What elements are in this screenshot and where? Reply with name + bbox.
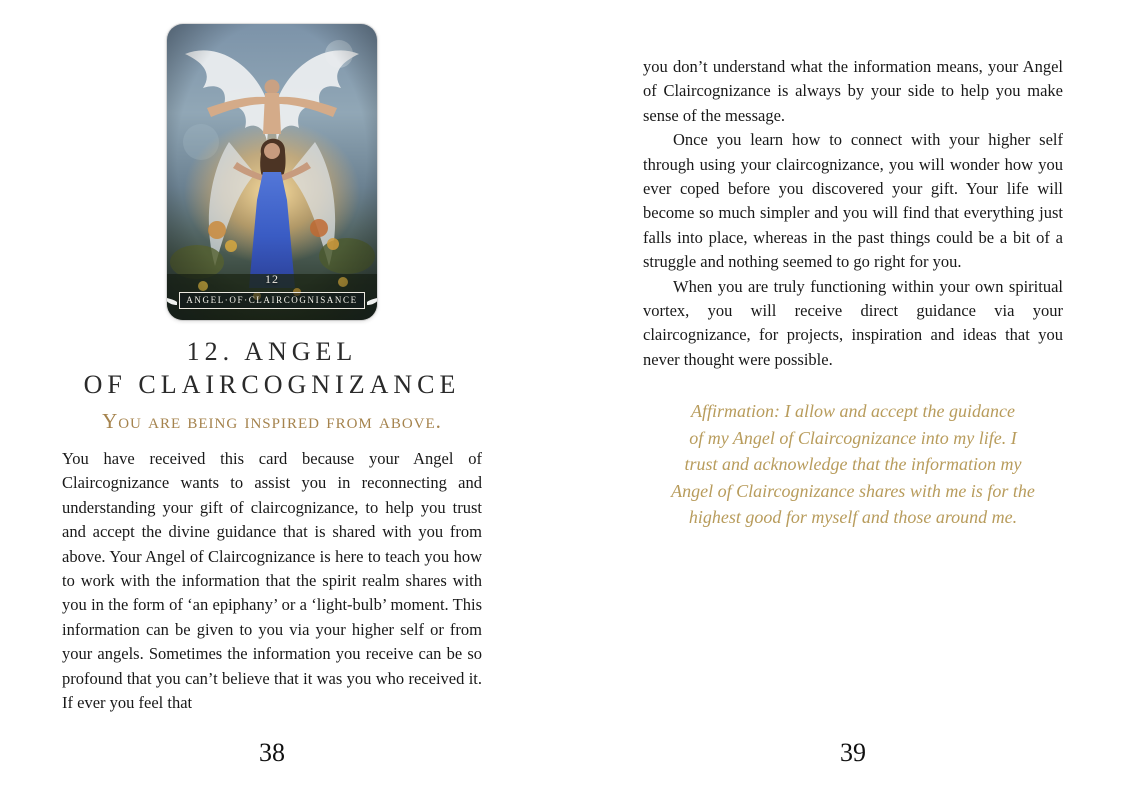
page-number-right: 39 [840, 738, 866, 767]
body-paragraph: You have received this card because your Angel of Claircognizance wants to assist you in reconnecting and understanding your gift of claircognizance, to help you trust and accept the divine guidance that is shared with you from above. Your Angel of Claircognizance is here to teach you how to work with the information that the spirit realm shares with you in the form of ‘an epiphany’ or a ‘light-bulb’ moment. This information can be given to you via your higher self or from your angels. Sometimes the information you receive can be so profound that you can’t believe that it was you who received it. If ever you feel that [62, 449, 482, 713]
body-paragraph: you don’t understand what the information means, your Angel of Claircognizance is always by your side to help you make sense of the message. [643, 57, 1063, 125]
affirmation-block [643, 398, 1063, 530]
affirmation-line: Affirmation: I allow and accept the guidance [691, 401, 1015, 422]
affirmation-line: trust and acknowledge that the information my [684, 454, 1022, 475]
chapter-title [62, 335, 482, 401]
page-left [62, 0, 482, 799]
wing-ornament-left-icon [167, 296, 177, 306]
chapter-title-line1: 12. ANGEL [186, 337, 358, 366]
oracle-card [167, 24, 377, 320]
body-paragraph: Once you learn how to connect with your higher self through using your claircognizance, you will wonder how you ever coped before you discovered your gift. Your life will become so much simpler and you will find that everything just falls into place, whereas in the past things could be a bit of a struggle and nothing seemed to go right for you. [643, 130, 1063, 272]
chapter-title-line2: OF CLAIRCOGNIZANCE [83, 370, 461, 399]
chapter-subtitle: You are being inspired from above. [102, 409, 442, 433]
card-title-banner: ANGEL·OF·CLAIRCOGNISANCE [179, 292, 364, 309]
wing-ornament-right-icon [367, 296, 377, 306]
page-number-left: 38 [259, 738, 285, 767]
card-label-row [167, 292, 377, 309]
affirmation-line: highest good for myself and those around me. [688, 506, 1018, 527]
affirmation-line: Angel of Claircognizance shares with me is for the [671, 480, 1035, 501]
card-number: 12 [265, 272, 279, 286]
body-paragraph: When you are truly functioning within your own spiritual vortex, you will receive direct guidance via your claircognizance, for projects, inspiration and ideas that you never thought were possible. [643, 276, 1063, 369]
affirmation-line: of my Angel of Claircognizance into my life. I [689, 427, 1017, 448]
page-right [643, 0, 1063, 799]
